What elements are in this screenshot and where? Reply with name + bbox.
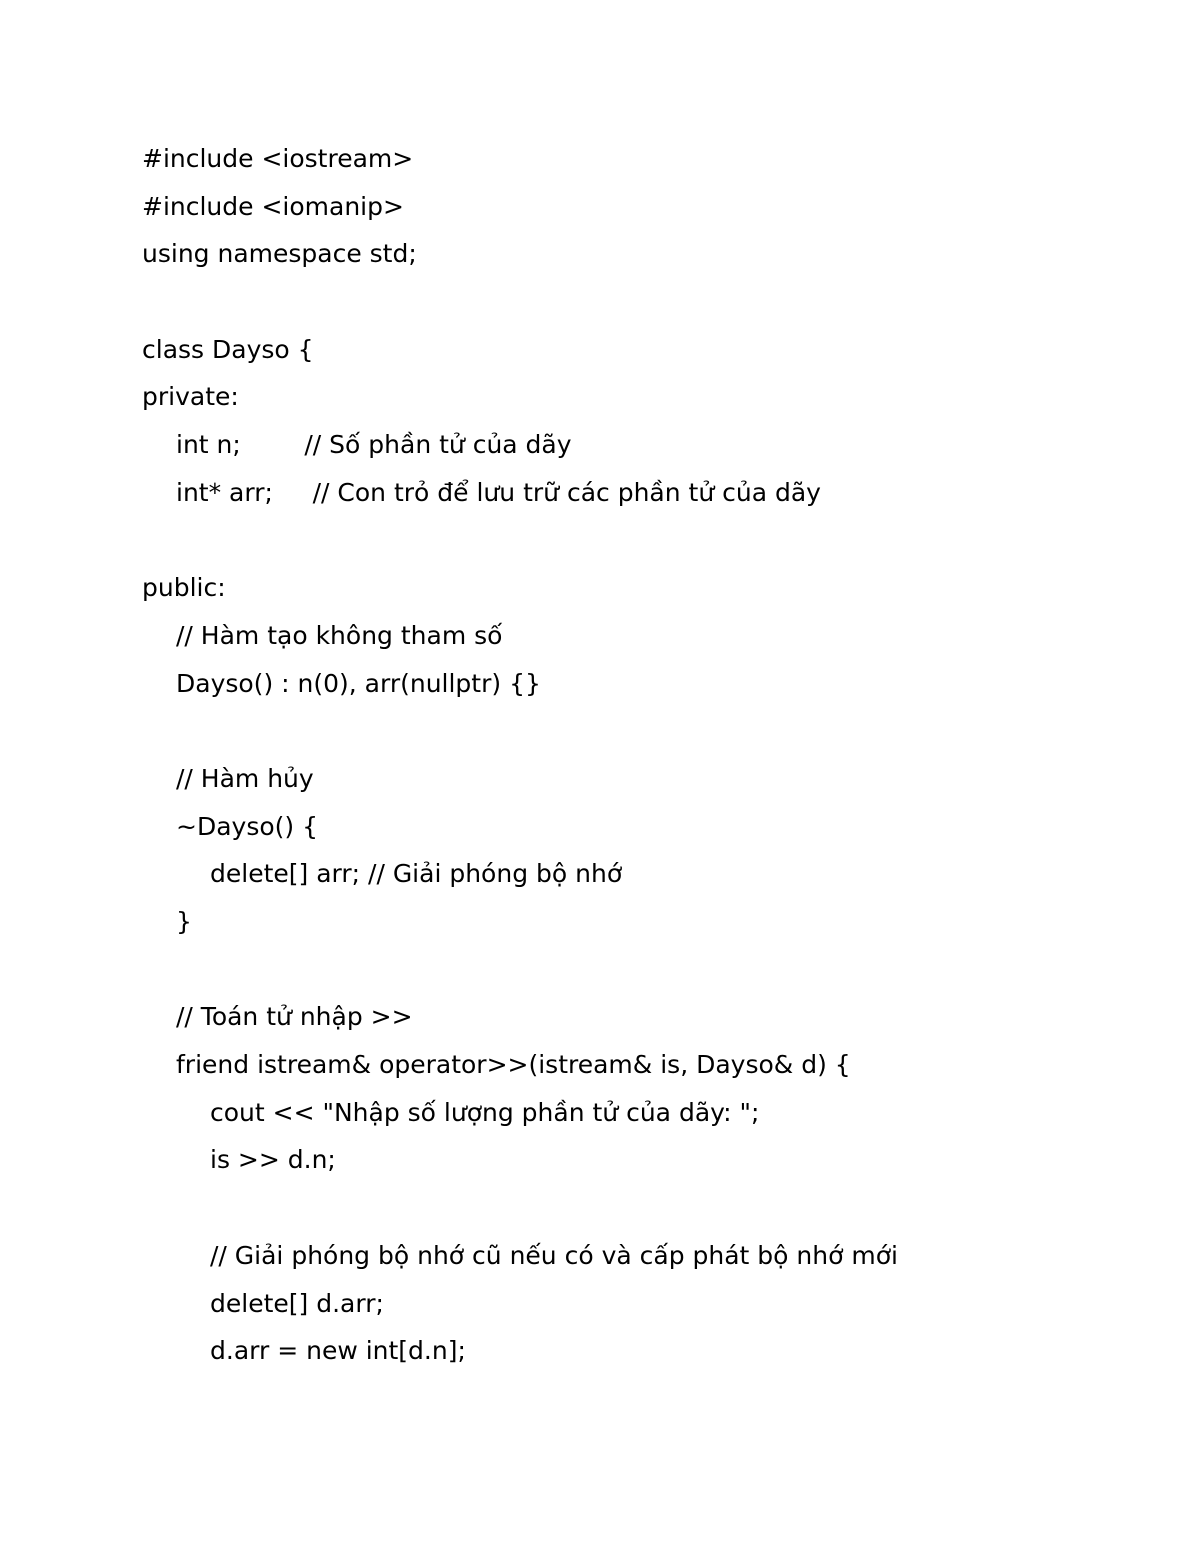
code-line-blank: [142, 707, 1142, 755]
code-line-include-iostream: #include <iostream>: [142, 144, 414, 173]
code-line-delete-darr: delete[] d.arr;: [210, 1288, 384, 1318]
code-line-member-n: int n; // Số phần tử của dãy: [176, 430, 572, 460]
code-line-closing-brace: }: [176, 907, 192, 936]
code-line-blank: [142, 1184, 1142, 1232]
code-listing: [142, 135, 1142, 1375]
code-line-public-label: public:: [142, 573, 226, 603]
code-line-destructor: ~Dayso() {: [176, 811, 318, 841]
code-line-blank: [142, 278, 1142, 326]
code-line-cout-prompt: cout << "Nhập số lượng phần tử của dãy: ";: [210, 1097, 760, 1127]
code-line-operator-comment: // Toán tử nhập >>: [176, 1002, 413, 1032]
code-line-destructor-comment: // Hàm hủy: [176, 763, 314, 793]
code-line-delete-arr: delete[] arr; // Giải phóng bộ nhớ: [210, 859, 623, 889]
code-line-constructor: Dayso() : n(0), arr(nullptr) {}: [176, 668, 541, 698]
code-line-include-iomanip: #include <iomanip>: [142, 191, 404, 221]
code-line-realloc-comment: // Giải phóng bộ nhớ cũ nếu có và cấp phát bộ nhớ mới: [210, 1240, 898, 1270]
code-line-read-n: is >> d.n;: [210, 1145, 336, 1175]
code-line-operator-signature: friend istream& operator>>(istream& is, Dayso& d) {: [176, 1050, 851, 1080]
code-line-new-array: d.arr = new int[d.n];: [210, 1336, 466, 1366]
code-line-class-declaration: class Dayso {: [142, 334, 314, 364]
code-line-blank: [142, 946, 1142, 994]
code-line-private-label: private:: [142, 382, 239, 412]
code-line-constructor-comment: // Hàm tạo không tham số: [176, 620, 503, 650]
code-line-member-arr: int* arr; // Con trỏ để lưu trữ các phần tử của dãy: [176, 477, 821, 507]
code-line-using-namespace: using namespace std;: [142, 239, 417, 269]
code-line-blank: [142, 517, 1142, 565]
